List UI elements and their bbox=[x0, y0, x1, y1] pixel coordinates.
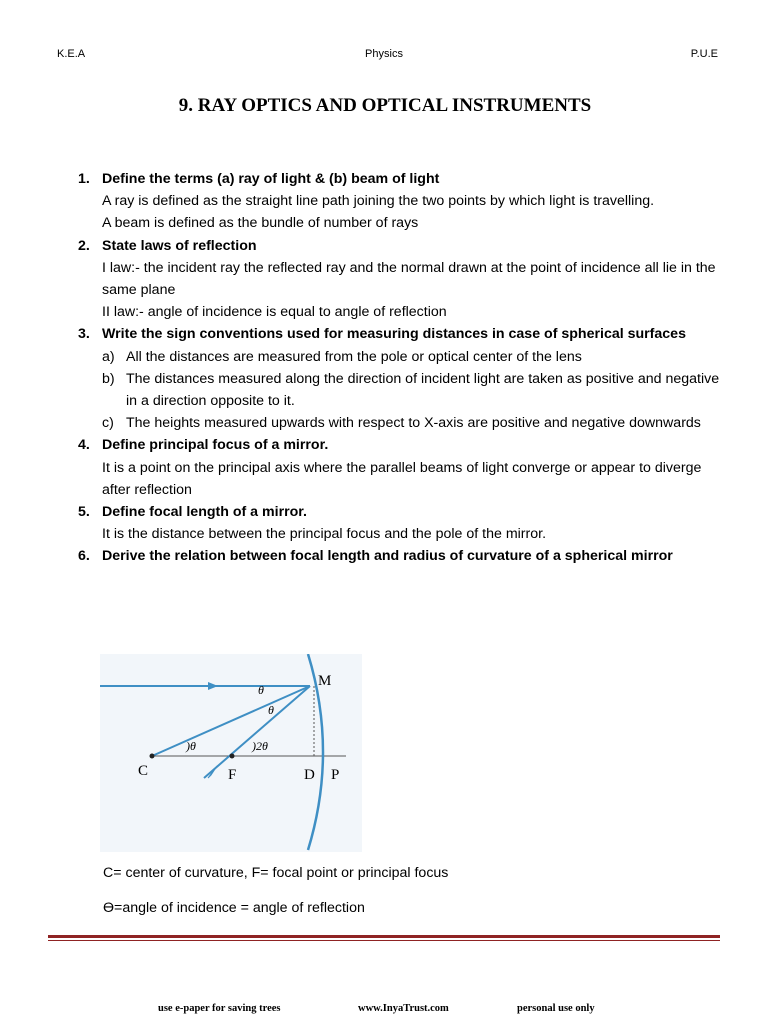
answer-line: It is the distance between the principal focus and the pole of the mirror. bbox=[102, 526, 547, 543]
footer-rule-thin bbox=[48, 940, 720, 941]
question-text: Define focal length of a mirror. bbox=[102, 504, 307, 521]
question-5 bbox=[78, 501, 728, 545]
question-text: State laws of reflection bbox=[102, 237, 257, 254]
point-f bbox=[230, 754, 235, 759]
sub-item-label: c) bbox=[102, 415, 114, 432]
normal-line bbox=[152, 686, 310, 756]
figure-legend-angles: ϴ=angle of incidence = angle of reflection bbox=[103, 900, 365, 916]
question-number: 4. bbox=[78, 437, 90, 454]
answer-line: A beam is defined as the bundle of number of rays bbox=[102, 215, 419, 232]
sub-item-b bbox=[102, 368, 728, 412]
answer-line: II law:- angle of incidence is equal to angle of reflection bbox=[102, 304, 447, 321]
incident-arrow bbox=[208, 682, 218, 690]
document-title: 9. RAY OPTICS AND OPTICAL INSTRUMENTS bbox=[178, 95, 592, 116]
answer-line: I law:- the incident ray the reflected ray and the normal drawn at the point of incidence all lie in the same plane bbox=[102, 259, 716, 299]
header-right: P.U.E bbox=[690, 48, 718, 60]
angle-two-theta: )2θ bbox=[252, 739, 268, 753]
sub-item-label: b) bbox=[102, 370, 115, 387]
reflected-ray bbox=[204, 686, 310, 778]
figure-legend-points: C= center of curvature, F= focal point or principal focus bbox=[103, 865, 449, 881]
angle-theta-incidence: θ bbox=[258, 683, 264, 697]
question-number: 5. bbox=[78, 504, 90, 521]
sub-item-c bbox=[102, 412, 728, 434]
answer-line: A ray is defined as the straight line path joining the two points by which light is travelling. bbox=[102, 193, 655, 210]
sub-item-text: All the distances are measured from the pole or optical center of the lens bbox=[126, 348, 582, 365]
angle-theta-c-symbol: θ bbox=[190, 739, 196, 753]
question-2 bbox=[78, 235, 728, 324]
question-list bbox=[78, 168, 728, 568]
sub-item-text: The distances measured along the direction of incident light are taken as positive and negative in a direction opposite to it. bbox=[126, 370, 720, 410]
reflected-arrow bbox=[208, 766, 217, 778]
angle-theta-reflection: θ bbox=[268, 703, 274, 717]
question-number: 3. bbox=[78, 326, 90, 343]
answer-line: It is a point on the principal axis where the parallel beams of light converge or appear to diverge after reflection bbox=[102, 459, 702, 498]
sub-item-a bbox=[102, 346, 728, 368]
footer-website: www.InyaTrust.com bbox=[358, 1003, 449, 1014]
question-number: 2. bbox=[78, 237, 90, 254]
angle-two-theta-symbol: 2θ bbox=[256, 739, 268, 753]
question-text: Define principal focus of a mirror. bbox=[102, 437, 329, 454]
question-number: 1. bbox=[78, 171, 90, 187]
footer-left: use e-paper for saving trees bbox=[158, 1003, 281, 1014]
sub-item-label: a) bbox=[102, 348, 115, 365]
label-m: M bbox=[318, 673, 332, 689]
label-f: F bbox=[228, 767, 237, 783]
label-c: C bbox=[138, 763, 149, 779]
sub-item-text: The heights measured upwards with respect to X-axis are positive and negative downwards bbox=[126, 415, 701, 432]
question-text: Write the sign conventions used for measuring distances in case of spherical surfaces bbox=[102, 326, 686, 343]
angle-theta-c: )θ bbox=[186, 739, 196, 753]
label-d: D bbox=[304, 767, 315, 783]
mirror-ray-diagram bbox=[100, 654, 362, 852]
question-1 bbox=[78, 168, 728, 235]
question-4 bbox=[78, 434, 728, 501]
question-text: Derive the relation between focal length and radius of curvature of a spherical mirror bbox=[102, 548, 673, 565]
header-subject: Physics bbox=[365, 48, 403, 60]
header-left: K.E.A bbox=[57, 48, 86, 60]
question-text: Define the terms (a) ray of light & (b) beam of light bbox=[102, 171, 440, 187]
diagram-svg bbox=[100, 654, 362, 852]
label-p: P bbox=[331, 767, 340, 783]
question-3 bbox=[78, 323, 728, 434]
point-c bbox=[150, 754, 155, 759]
footer-rule-thick bbox=[48, 935, 720, 938]
question-number: 6. bbox=[78, 548, 90, 565]
footer-right: personal use only bbox=[517, 1003, 595, 1014]
question-6 bbox=[78, 545, 728, 567]
